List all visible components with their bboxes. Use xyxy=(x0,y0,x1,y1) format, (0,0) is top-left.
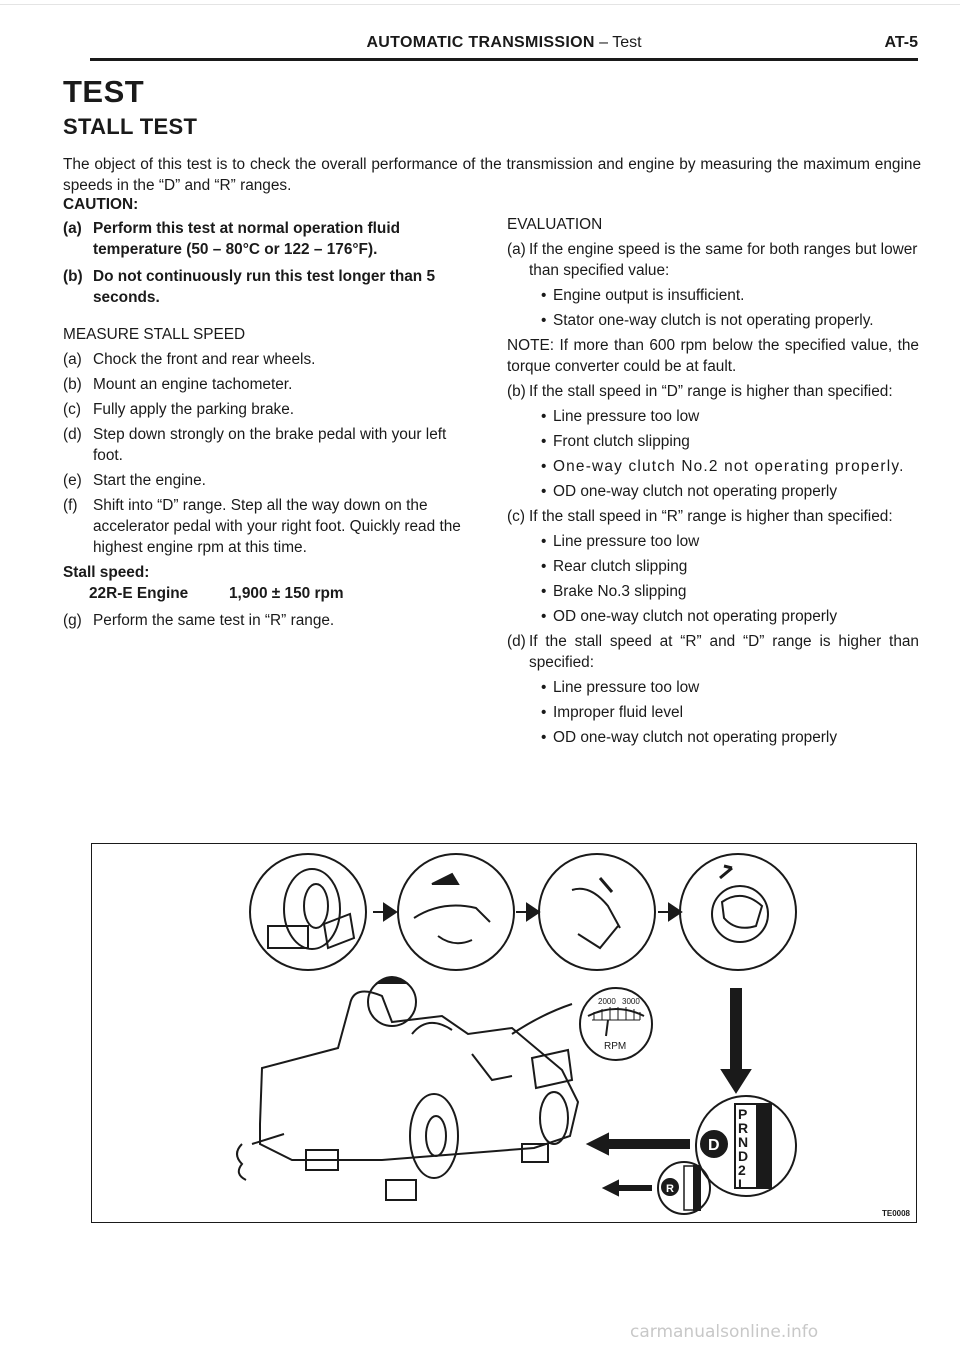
eval-bullet-text: One-way clutch No.2 not operating properly. xyxy=(553,458,905,475)
caution-item-text: Perform this test at normal operation fluid temperature (50 – 80°C or 122 – 176°F). xyxy=(93,220,400,258)
parking-brake-circle xyxy=(398,854,514,970)
left-column xyxy=(63,218,483,631)
step-text: Step down strongly on the brake pedal with your left foot. xyxy=(93,426,447,464)
tach-low-label: 2000 xyxy=(598,997,616,1006)
gear-letter-r: R xyxy=(738,1120,749,1136)
page-header xyxy=(90,32,918,61)
arrow-right-icon xyxy=(373,904,396,920)
eval-bullet: • Line pressure too low xyxy=(507,406,919,427)
eval-bullet-text: Line pressure too low xyxy=(553,679,700,696)
ignition-key-circle xyxy=(680,854,796,970)
eval-label: (a) xyxy=(507,241,526,258)
eval-bullet: • Line pressure too low xyxy=(507,531,919,552)
eval-item xyxy=(507,506,919,527)
step-item xyxy=(63,610,483,631)
eval-bullet-text: Rear clutch slipping xyxy=(553,558,688,575)
eval-item xyxy=(507,239,919,281)
caution-item-label: (b) xyxy=(63,268,83,285)
section-title: STALL TEST xyxy=(63,114,198,139)
step-label: (a) xyxy=(63,351,82,368)
eval-text: If the stall speed in “D” range is higher than specified: xyxy=(529,383,893,400)
eval-bullet-text: Stator one-way clutch is not operating properly. xyxy=(553,312,874,329)
drive-badge-label: D xyxy=(708,1137,720,1154)
step-text: Mount an engine tachometer. xyxy=(93,376,293,393)
engine-model: 22R-E Engine xyxy=(89,585,189,602)
page-title: TEST xyxy=(63,74,145,109)
eval-bullet-text: Improper fluid level xyxy=(553,704,684,721)
stall-speed-value: 1,900 ± 150 rpm xyxy=(229,585,344,602)
illustration-drawing xyxy=(92,844,918,1224)
eval-bullet: • Rear clutch slipping xyxy=(507,556,919,577)
caution-heading: CAUTION: xyxy=(63,196,139,213)
step-item xyxy=(63,424,483,466)
scan-edge xyxy=(0,4,960,5)
eval-bullet-text: Engine output is insufficient. xyxy=(553,287,745,304)
chock-wheels-circle xyxy=(250,854,366,970)
step-item xyxy=(63,495,483,558)
eval-bullet: • Brake No.3 slipping xyxy=(507,581,919,602)
page-number: AT-5 xyxy=(884,34,918,51)
stall-speed-heading: Stall speed: xyxy=(63,564,150,581)
step-text: Perform the same test in “R” range. xyxy=(93,612,335,629)
gear-letter-d: D xyxy=(738,1148,749,1164)
gear-letter-n: N xyxy=(738,1134,749,1150)
evaluation-heading: EVALUATION xyxy=(507,216,603,233)
eval-bullet: • OD one-way clutch not operating properly xyxy=(507,727,919,748)
step-label: (g) xyxy=(63,612,82,629)
step-text: Fully apply the parking brake. xyxy=(93,401,295,418)
arrow-right-icon xyxy=(516,904,539,920)
eval-label: (b) xyxy=(507,383,526,400)
caution-item-label: (a) xyxy=(63,220,82,237)
eval-bullet-text: Line pressure too low xyxy=(553,408,700,425)
stall-test-illustration xyxy=(91,843,917,1223)
down-arrow-head xyxy=(722,1070,750,1092)
step-label: (f) xyxy=(63,497,78,514)
eval-label: (d) xyxy=(507,633,526,650)
gear-letter-2: 2 xyxy=(738,1162,746,1178)
step-label: (d) xyxy=(63,426,82,443)
gear-letter-l: L xyxy=(738,1176,747,1192)
left-arrow-head xyxy=(588,1134,608,1154)
eval-bullet: • Stator one-way clutch is not operating properly. xyxy=(507,310,919,331)
eval-bullet-text: Line pressure too low xyxy=(553,533,700,550)
eval-item xyxy=(507,381,919,402)
tach-high-label: 3000 xyxy=(622,997,640,1006)
caution-item xyxy=(63,218,483,260)
eval-text: If the engine speed is the same for both ranges but lower than specified value: xyxy=(529,241,918,279)
caution-item xyxy=(63,266,483,308)
watermark: carmanualsonline.info xyxy=(630,1322,819,1342)
eval-bullet: • Engine output is insufficient. xyxy=(507,285,919,306)
header-section: AUTOMATIC TRANSMISSION xyxy=(366,34,595,51)
eval-bullet: • Improper fluid level xyxy=(507,702,919,723)
eval-bullet-text: Brake No.3 slipping xyxy=(553,583,687,600)
eval-bullet-text: OD one-way clutch not operating properly xyxy=(553,608,838,625)
reverse-badge-label: R xyxy=(666,1183,674,1195)
tach-unit-label: RPM xyxy=(604,1041,627,1052)
stall-speed-spec xyxy=(63,583,483,604)
gear-letter-p: P xyxy=(738,1106,748,1122)
note-text: NOTE: If more than 600 rpm below the specified value, the torque converter could be at fault. xyxy=(507,337,919,375)
step-text: Chock the front and rear wheels. xyxy=(93,351,316,368)
header-topic: Test xyxy=(612,34,642,51)
caution-item-text: Do not continuously run this test longer than 5 seconds. xyxy=(93,268,436,306)
eval-item xyxy=(507,631,919,673)
step-item xyxy=(63,374,483,395)
eval-bullet: • Line pressure too low xyxy=(507,677,919,698)
left-arrow-head-small xyxy=(604,1181,618,1195)
step-item xyxy=(63,399,483,420)
eval-text: If the stall speed in “R” range is higher than specified: xyxy=(529,508,893,525)
figure-code: TE0008 xyxy=(881,1209,910,1218)
arrow-right-icon xyxy=(658,904,681,920)
eval-label: (c) xyxy=(507,508,525,525)
eval-text: If the stall speed at “R” and “D” range is higher than specified: xyxy=(529,633,919,671)
eval-bullet-text: OD one-way clutch not operating properly xyxy=(553,483,838,500)
step-label: (c) xyxy=(63,401,81,418)
step-item xyxy=(63,349,483,370)
eval-bullet: • OD one-way clutch not operating properly xyxy=(507,606,919,627)
eval-bullet: • One-way clutch No.2 not operating properly. xyxy=(507,456,919,477)
measure-heading: MEASURE STALL SPEED xyxy=(63,326,246,343)
right-column xyxy=(507,214,919,748)
step-text: Start the engine. xyxy=(93,472,206,489)
header-title xyxy=(90,34,918,52)
car-with-person xyxy=(237,977,578,1200)
brake-pedal-circle xyxy=(539,854,655,970)
step-label: (e) xyxy=(63,472,82,489)
step-item xyxy=(63,470,483,491)
header-separator: – xyxy=(594,34,613,51)
eval-bullet: • Front clutch slipping xyxy=(507,431,919,452)
intro-paragraph: The object of this test is to check the overall performance of the transmission and engine by measuring the maximum engine speeds in the “D” and “R” ranges. xyxy=(63,156,921,194)
step-label: (b) xyxy=(63,376,82,393)
eval-bullet-text: OD one-way clutch not operating properly xyxy=(553,729,838,746)
eval-bullet-text: Front clutch slipping xyxy=(553,433,690,450)
step-text: Shift into “D” range. Step all the way down on the accelerator pedal with your right foot. Quickly read the highest engine rpm at this time. xyxy=(93,497,461,556)
eval-bullet: • OD one-way clutch not operating properly xyxy=(507,481,919,502)
